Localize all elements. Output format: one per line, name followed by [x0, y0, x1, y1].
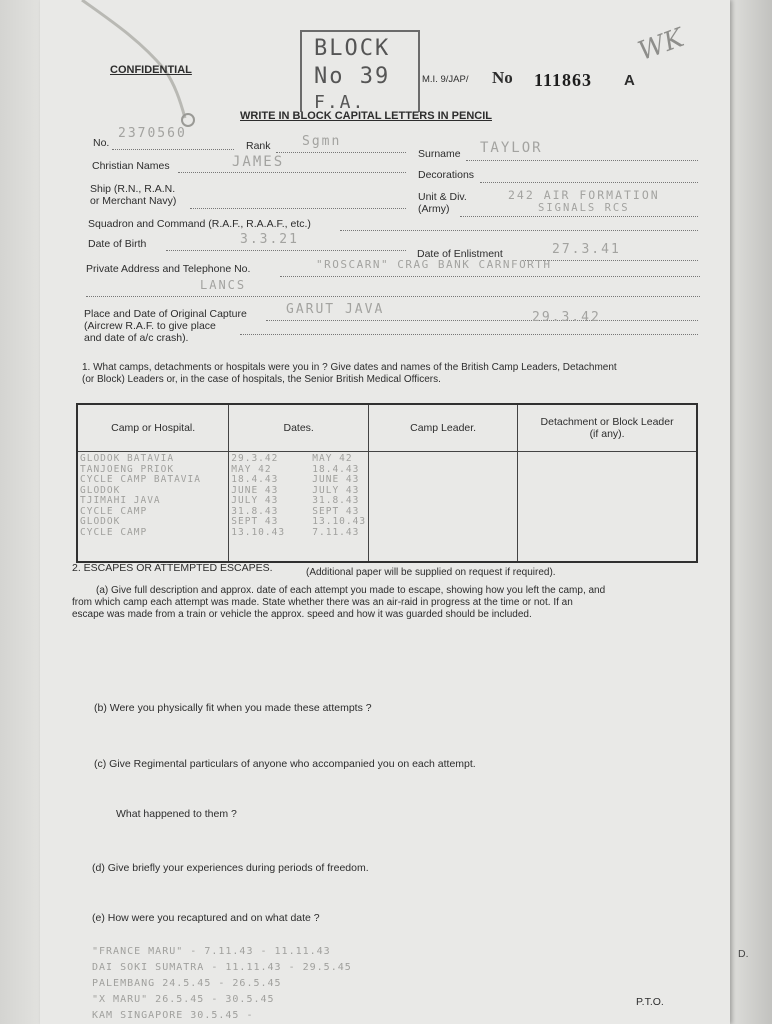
capture-line-1	[266, 320, 698, 321]
camp-entry: GLODOK	[80, 484, 121, 496]
capture-line-2	[240, 334, 698, 335]
continuation-line: "X MARU" 26.5.45 - 30.5.45	[92, 994, 275, 1005]
continuation-line: "FRANCE MARU" - 7.11.43 - 11.11.43	[92, 946, 331, 957]
block-stamp	[300, 30, 420, 112]
decorations-label: Decorations	[418, 169, 475, 181]
stamp-line-2: No 39	[314, 64, 391, 89]
rank-line	[276, 152, 406, 153]
camp-leader-column	[369, 452, 518, 563]
address-value-1: "ROSCARN" CRAG BANK CARNFORTH	[316, 258, 552, 271]
edge-mark: D.	[738, 948, 749, 960]
capture-date: 29.3.42	[532, 310, 601, 325]
dates-column	[229, 452, 369, 563]
number-label: No	[492, 68, 513, 87]
surname-label: Surname	[418, 148, 461, 160]
surname-line	[466, 160, 698, 161]
stamp-line-3: F.A.	[314, 92, 366, 113]
reference-number: 111863	[534, 70, 593, 90]
question-2c: (c) Give Regimental particulars of anyone who accompanied you on each attempt.	[94, 758, 476, 770]
christian-names-label: Christian Names	[92, 160, 170, 172]
ship-line	[190, 208, 406, 209]
date-to: 7.11.43	[312, 526, 360, 538]
squadron-label: Squadron and Command (R.A.F., R.A.A.F., etc.)	[88, 218, 311, 230]
ship-label-1: Ship (R.N., R.A.N.	[90, 183, 176, 195]
date-from: 13.10.43	[231, 526, 286, 538]
question-2b: (b) Were you physically fit when you made these attempts ?	[94, 702, 372, 714]
ship-label-2: or Merchant Navy)	[90, 195, 177, 207]
capture-label-1: Place and Date of Original Capture	[84, 308, 247, 320]
address-line-1	[280, 276, 700, 277]
camp-entry: GLODOK	[80, 516, 121, 527]
address-line-2	[86, 296, 700, 297]
camps-table-header	[77, 404, 697, 452]
date-to: 31.8.43	[312, 495, 360, 506]
unit-label-1: Unit & Div.	[418, 191, 467, 203]
date-to: 13.10.43	[312, 516, 367, 527]
capture-label-2: (Aircrew R.A.F. to give place	[84, 320, 216, 332]
camp-entry: GLODOK BATAVIA	[80, 453, 175, 464]
header-detachment-leader: Detachment or Block Leader (if any).	[518, 404, 697, 452]
camp-entry: CYCLE CAMP	[80, 505, 148, 517]
date-to: 18.4.43	[312, 463, 360, 475]
camp-entry: TJIMAHI JAVA	[80, 495, 161, 506]
detachment-leader-column	[518, 452, 697, 563]
question-2c-followup: What happened to them ?	[116, 808, 237, 820]
question-1-line-1: 1. What camps, detachments or hospitals were you in ? Give dates and names of the British Camp Leaders, Detachment	[82, 362, 617, 373]
header-camp: Camp or Hospital.	[77, 404, 229, 452]
capture-place: GARUT JAVA	[286, 302, 385, 317]
question-2a-line-1: (a) Give full description and approx. date of each attempt you made to escape, showing how you left the camp, and	[96, 585, 606, 596]
unit-label-2: (Army)	[418, 203, 450, 215]
series-letter: A	[624, 72, 635, 89]
camp-entry: CYCLE CAMP BATAVIA	[80, 474, 201, 485]
squadron-line	[340, 230, 698, 231]
capture-label-3: and date of a/c crash).	[84, 332, 189, 344]
continuation-notes	[92, 944, 352, 1024]
no-value: 2370560	[118, 126, 187, 141]
dob-label: Date of Birth	[88, 238, 147, 250]
camp-entry: CYCLE CAMP	[80, 526, 148, 538]
question-2-note: (Additional paper will be supplied on request if required).	[306, 567, 556, 578]
question-2d: (d) Give briefly your experiences during periods of freedom.	[92, 862, 369, 874]
date-from: 29.3.42	[231, 453, 279, 464]
christian-names-line	[178, 172, 406, 173]
address-value-2: LANCS	[200, 278, 247, 292]
date-from: 31.8.43	[231, 505, 279, 517]
date-from: 18.4.43	[231, 474, 279, 485]
unit-value-2: SIGNALS RCS	[538, 202, 630, 214]
surname-value: TAYLOR	[480, 140, 543, 156]
form-code: M.I. 9/JAP/	[422, 74, 469, 85]
date-to: MAY 42	[312, 453, 353, 464]
confidential-label: CONFIDENTIAL	[110, 64, 192, 76]
camps-table-body	[77, 452, 697, 563]
decorations-line	[480, 182, 698, 183]
date-from: JUNE 43	[231, 484, 279, 496]
question-2-heading: 2. ESCAPES OR ATTEMPTED ESCAPES.	[72, 562, 273, 574]
question-2a-line-2: from which camp each attempt was made. State whether there was an air-raid in progress at the time or not. If an	[72, 597, 573, 608]
date-to: SEPT 43	[312, 505, 360, 517]
continuation-line: DAI SOKI SUMATRA - 11.11.43 - 29.5.45	[92, 962, 352, 973]
date-from: JULY 43	[231, 495, 279, 506]
dob-value: 3.3.21	[240, 232, 299, 247]
continuation-line: PALEMBANG 24.5.45 - 26.5.45	[92, 978, 282, 989]
handwritten-initials: WK	[634, 23, 688, 67]
no-line	[112, 149, 234, 150]
date-from: MAY 42	[231, 463, 272, 475]
address-label: Private Address and Telephone No.	[86, 263, 251, 275]
pto-label: P.T.O.	[636, 996, 664, 1008]
date-to: JULY 43	[312, 484, 360, 496]
dob-line	[166, 250, 406, 251]
question-1-line-2: (or Block) Leaders or, in the case of hospitals, the Senior British Medical Officers.	[82, 374, 441, 385]
no-label: No.	[93, 137, 110, 149]
rank-value: Sgmn	[302, 134, 342, 149]
unit-line	[460, 216, 698, 217]
camps-table	[76, 403, 698, 563]
question-2e: (e) How were you recaptured and on what date ?	[92, 912, 320, 924]
header-camp-leader: Camp Leader.	[369, 404, 518, 452]
header-dates: Dates.	[229, 404, 369, 452]
date-from: SEPT 43	[231, 516, 279, 527]
rank-label: Rank	[246, 140, 271, 152]
enlistment-label: Date of Enlistment	[417, 248, 503, 260]
enlistment-value: 27.3.41	[552, 242, 621, 257]
instruction-heading: WRITE IN BLOCK CAPITAL LETTERS IN PENCIL	[240, 110, 492, 122]
stamp-line-1: BLOCK	[314, 36, 391, 61]
unit-value-1: 242 AIR FORMATION	[508, 188, 660, 202]
question-2a-line-3: escape was made from a train or vehicle the approx. speed and how it was guarded should be included.	[72, 609, 532, 620]
date-to: JUNE 43	[312, 474, 360, 485]
camps-column	[77, 452, 229, 563]
christian-names-value: JAMES	[232, 154, 285, 170]
continuation-line: KAM SINGAPORE 30.5.45 -	[92, 1010, 254, 1021]
camp-entry: TANJOENG PRIOK	[80, 463, 175, 475]
form-page	[40, 0, 730, 1024]
